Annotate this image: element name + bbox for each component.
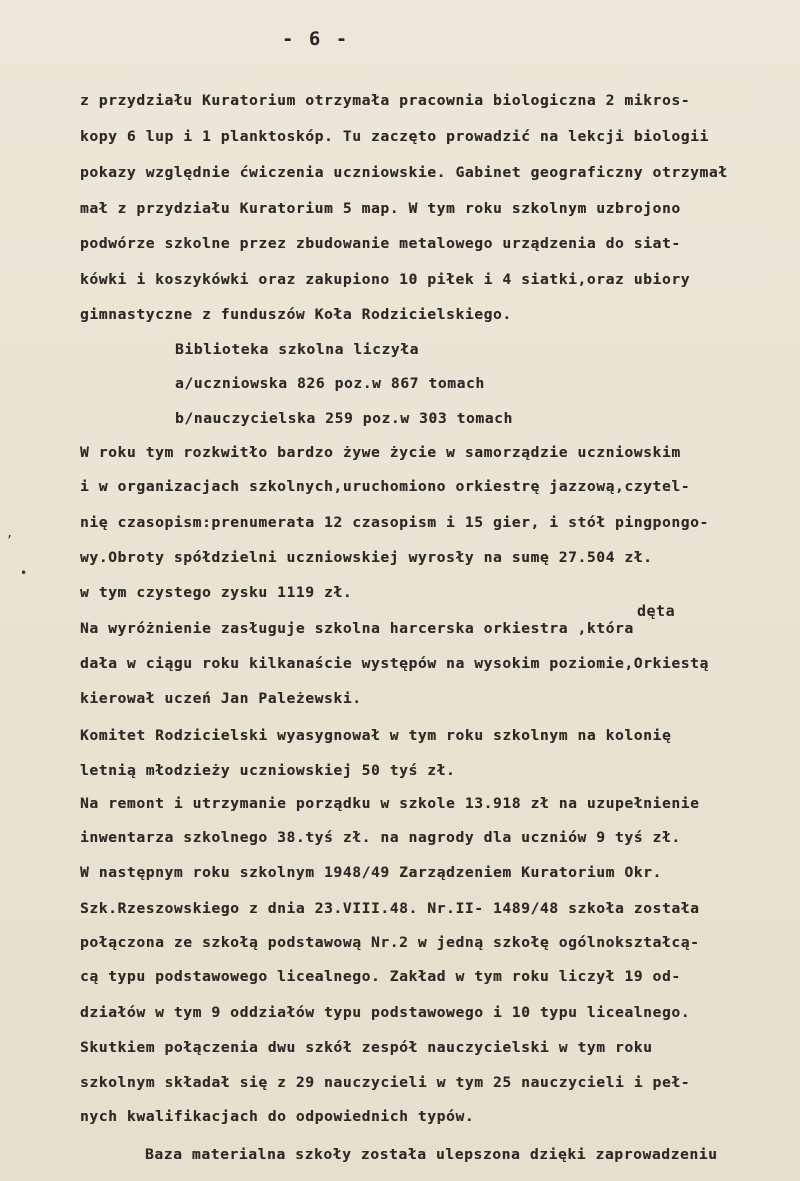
text-line: inwentarza szkolnego 38.tyś zł. na nagrody dla uczniów 9 tyś zł. [80,829,681,846]
text-line: nię czasopism:prenumerata 12 czasopism i 15 gier, i stół pingpongo- [80,514,709,531]
text-line: i w organizacjach szkolnych,uruchomiono orkiestrę jazzową,czytel- [80,478,691,495]
text-line: letnią młodzieży uczniowskiej 50 tyś zł. [80,762,456,779]
text-line: Szk.Rzeszowskiego z dnia 23.VIII.48. Nr.II- 1489/48 szkoła została [80,900,700,917]
text-line: Komitet Rodzicielski wyasygnował w tym roku szkolnym na kolonię [80,727,672,744]
text-line: Skutkiem połączenia dwu szkół zespół nauczycielski w tym roku [80,1039,653,1056]
handwritten-insert: dęta [637,602,676,620]
text-line: cą typu podstawowego licealnego. Zakład w tym roku liczył 19 od- [80,968,681,985]
text-line: kierował uczeń Jan Pależewski. [80,690,362,707]
text-line: gimnastyczne z funduszów Koła Rodzicielskiego. [80,306,512,323]
text-line: b/nauczycielska 259 poz.w 303 tomach [175,410,513,427]
text-line: nych kwalifikacjach do odpowiednich typów. [80,1108,475,1125]
margin-mark: • [20,566,28,580]
text-line: W roku tym rozkwitło bardzo żywe życie w samorządzie uczniowskim [80,444,681,461]
text-line: z przydziału Kuratorium otrzymała pracownia biologiczna 2 mikros- [80,92,691,109]
text-line: połączona ze szkołą podstawową Nr.2 w jedną szkołę ogólnokształcą- [80,934,700,951]
text-line: dała w ciągu roku kilkanaście występów na wysokim poziomie,Orkiestą [80,655,709,672]
text-line: a/uczniowska 826 poz.w 867 tomach [175,375,485,392]
text-line: Baza materialna szkoły została ulepszona dzięki zaprowadzeniu [145,1146,718,1163]
text-line: Na remont i utrzymanie porządku w szkole 13.918 zł na uzupełnienie [80,795,700,812]
text-line: Na wyróżnienie zasługuje szkolna harcerska orkiestra ,która [80,620,634,637]
text-line: działów w tym 9 oddziałów typu podstawowego i 10 typu licealnego. [80,1004,691,1021]
text-line: W następnym roku szkolnym 1948/49 Zarządzeniem Kuratorium Okr. [80,864,662,881]
text-line: Biblioteka szkolna liczyła [175,341,420,358]
text-line: kówki i koszykówki oraz zakupiono 10 piłek i 4 siatki,oraz ubiory [80,271,691,288]
page-number: - 6 - [282,28,350,50]
text-line: podwórze szkolne przez zbudowanie metalowego urządzenia do siat- [80,235,681,252]
text-line: w tym czystego zysku 1119 zł. [80,584,353,601]
text-line: kopy 6 lup i 1 planktoskóp. Tu zaczęto prowadzić na lekcji biologii [80,128,709,145]
text-line: mał z przydziału Kuratorium 5 map. W tym roku szkolnym uzbrojono [80,200,681,217]
margin-mark: ‚ [6,526,14,540]
text-line: wy.Obroty spółdzielni uczniowskiej wyrosły na sumę 27.504 zł. [80,549,653,566]
text-line: szkolnym składał się z 29 nauczycieli w tym 25 nauczycieli i peł- [80,1074,691,1091]
text-line: pokazy względnie ćwiczenia uczniowskie. Gabinet geograficzny otrzymał [80,164,728,181]
